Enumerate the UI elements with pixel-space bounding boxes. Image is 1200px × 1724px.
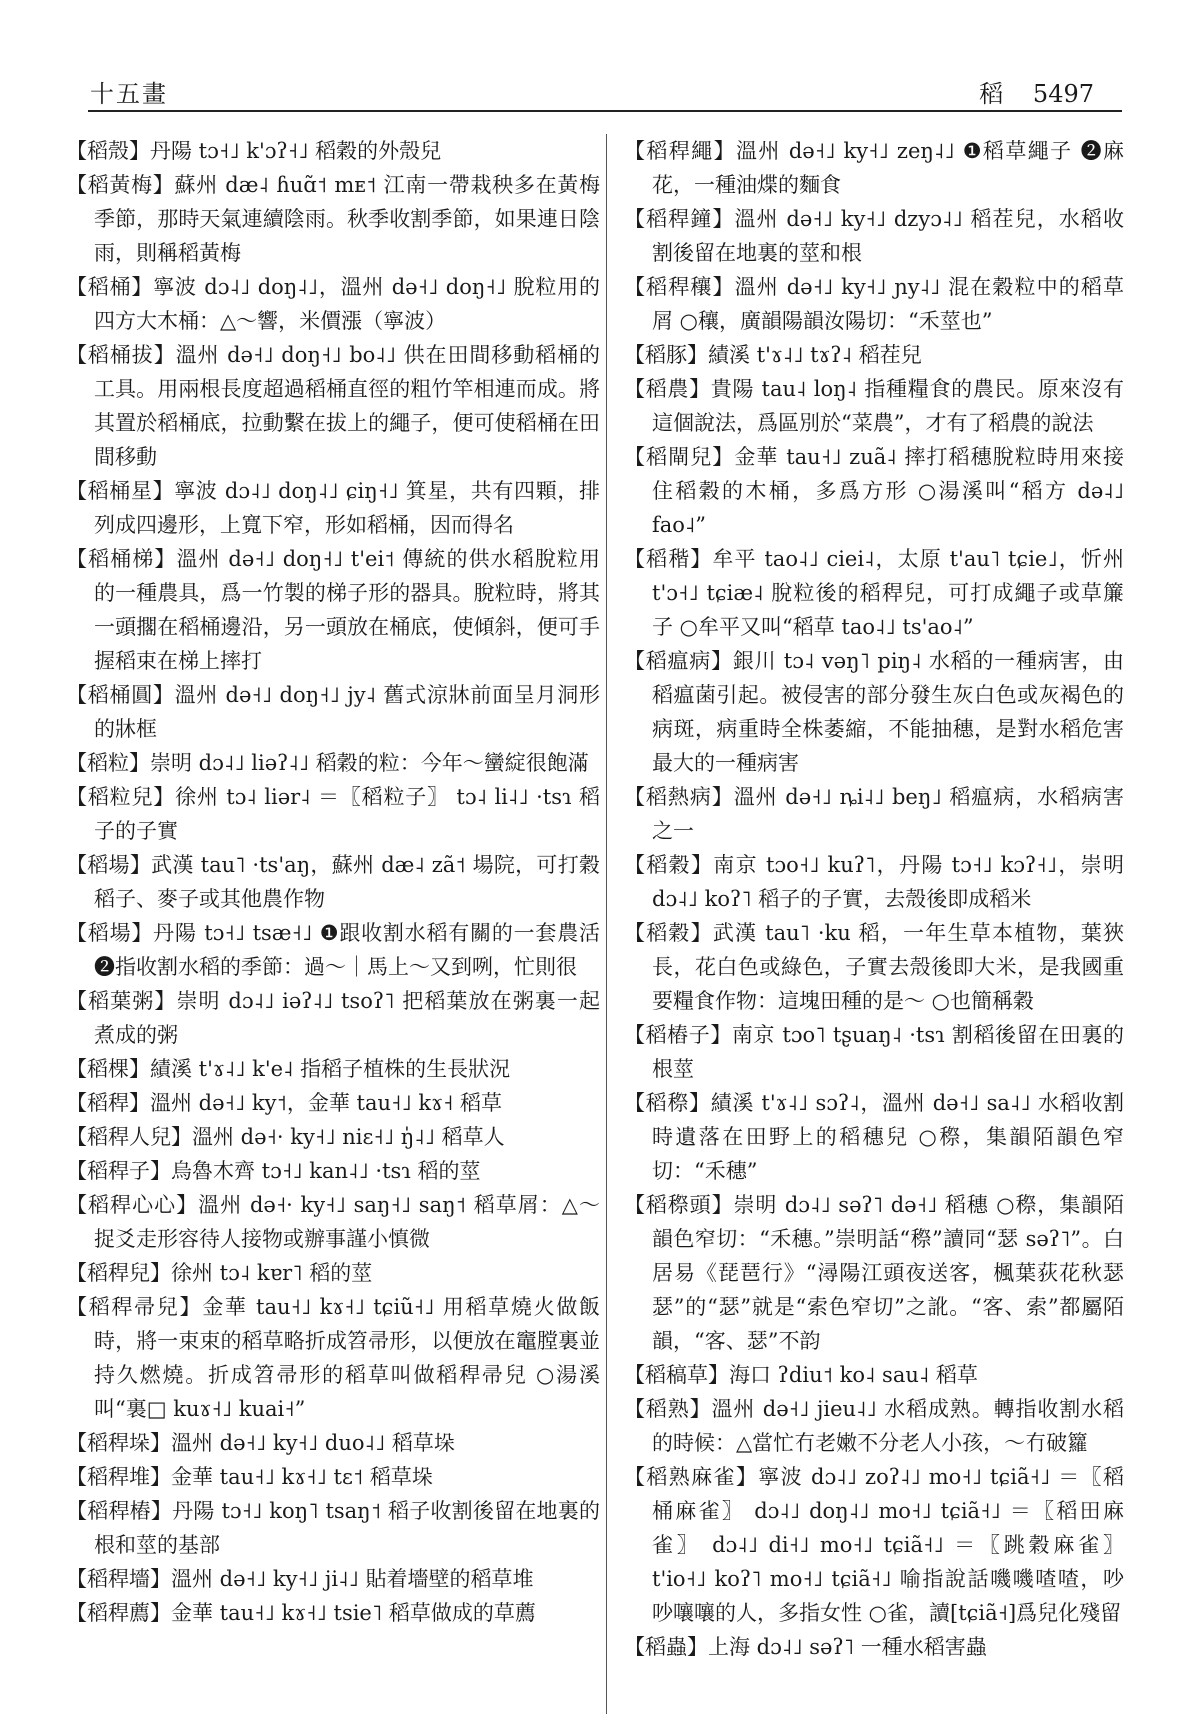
dictionary-entry: 【稻稿草】海口 ʔdiu˦ ko˨ sau˨ 稻草 [624,1363,978,1387]
dictionary-entry: 【稻稈】溫州 də˧˩ ky˦，金華 tau˧˩ kɤ˧ 稻草 [66,1091,503,1115]
dictionary-entry: 【稻稈垛】溫州 də˧˩ ky˧˩ duo˨˩ 稻草垛 [66,1431,455,1455]
dictionary-entry: 【稻場】丹陽 tɔ˧˩ tsæ˧˩ ❶跟收割水稻有關的一套農活 ❷指收割水稻的季節：過～｜馬上～又到咧，忙則很 [66,921,600,979]
right-column [624,134,1124,1714]
dictionary-entry: 【稻粒】崇明 dɔ˨˩ liəʔ˨˩ 稻穀的粒：今年～蠻綻很飽滿 [66,751,589,775]
header-rule [88,110,1122,112]
dictionary-entry: 【稻熟】溫州 də˧˩ jieu˨˩ 水稻成熟。轉指收割水稻的時候：△當忙冇老嫩不分老人小孩，～冇破籮 [624,1397,1124,1455]
dictionary-entry: 【稻稈子】烏魯木齊 tɔ˧˩ kan˨˩ ·tsɿ 稻的莖 [66,1159,481,1183]
dictionary-entry: 【稻稈薦】金華 tau˧˩ kɤ˧˩ tsie˥ 稻草做成的草薦 [66,1601,536,1625]
dictionary-entry: 【稻豚】績溪 t'ɤ˨˩ tɤʔ˨ 稻茬兒 [624,343,922,367]
dictionary-entry: 【稻稈心心】溫州 də˧· ky˧˩ saŋ˧˩ saŋ˦ 稻草屑：△～捉爻走形容待人接物或辦事謹小慎微 [66,1193,600,1251]
dictionary-entry: 【稻稈堆】金華 tau˧˩ kɤ˧˩ tɛ˦ 稻草垛 [66,1465,433,1489]
dictionary-entry: 【稻桶圓】溫州 də˧˩ doŋ˧˩ jy˨ 舊式涼牀前面呈月洞形的牀框 [66,683,600,741]
page-header-right [957,74,1094,109]
page-number: 5497 [1032,80,1094,108]
dictionary-entry: 【稻閘兒】金華 tau˧˩ zuã˨ 摔打稻穗脫粒時用來接住稻穀的木桶，多爲方形 ○湯溪叫“稻方 də˨˩ fao˨” [624,445,1124,537]
dictionary-entry: 【稻樁子】南京 tɔo˥ tʂuaŋ˨ ·tsɿ 割稻後留在田裏的根莖 [624,1023,1124,1081]
dictionary-entry: 【稻場】武漢 tau˥ ·ts'aŋ，蘇州 dæ˨ zã˦ 場院，可打穀稻子、麥子或其他農作物 [66,853,600,911]
dictionary-entry: 【稻稈兒】徐州 tɔ˨ kɐr˥ 稻的莖 [66,1261,373,1285]
dictionary-entry: 【稻稈帚兒】金華 tau˧˩ kɤ˧˩ tɕiũ˧˩ 用稻草燒火做飯時，將一束束的稻草略折成笤帚形，以便放在竈膛裏並持久燃燒。折成笤帚形的稻草叫做稻稈帚兒 ○湯溪叫“裏□ kuɤ˧˩ kuai˧” [66,1295,600,1421]
dictionary-entry: 【稻蟲】上海 dɔ˨˩ səʔ˥ 一種水稻害蟲 [624,1635,987,1659]
dictionary-entry: 【稻稈樁】丹陽 tɔ˧˩ koŋ˥ tsaŋ˦ 稻子收割後留在地裏的根和莖的基部 [66,1499,600,1557]
dictionary-entry: 【稻穀】南京 tɔo˧˩ kuʔ˥，丹陽 tɔ˧˩ kɔʔ˧˩，崇明 dɔ˨˩ koʔ˥ 稻子的子實，去殼後即成稻米 [624,853,1124,911]
dictionary-entry: 【稻穄】績溪 t'ɤ˨˩ sɔʔ˨，溫州 də˧˩ sa˨˩ 水稻收割時遺落在田野上的稻穗兒 ○穄，集韻陌韻色窄切：“禾穗” [624,1091,1124,1183]
column-divider [606,134,607,1714]
dictionary-entry: 【稻稈墻】溫州 də˧˩ ky˧˩ ji˨˩ 貼着墻壁的稻草堆 [66,1567,534,1591]
dictionary-entry: 【稻粒兒】徐州 tɔ˨ liər˨ ＝〖稻粒子〗 tɔ˨ li˨˩ ·tsɿ 稻子的子實 [66,785,600,843]
dictionary-entry: 【稻稭】牟平 tao˨˩ ciei˨，太原 t'au˥ tɕie˩，忻州 t'ɔ˧˩ tɕiæ˨ 脫粒後的稻稈兒，可打成繩子或草簾子 ○牟平又叫“稻草 tao˨˩ ts'ao˨” [624,547,1124,639]
left-column [66,134,600,1714]
headword-character: 稻 [979,80,1004,108]
dictionary-entry: 【稻熟麻雀】寧波 dɔ˨˩ zoʔ˨˩ mo˧˩ tɕiã˧˩ ＝〖稻桶麻雀〗 dɔ˨˩ doŋ˨˩ mo˧˩ tɕiã˧˩ ＝〖稻田麻雀〗 dɔ˨˩ di˧˩ mo˧˩ tɕiã˧˩ ＝〖跳穀麻雀〗 t'io˧˩ koʔ˥ mo˧˩ tɕiã˧˩ 喻指說話嘰嘰喳喳，吵吵嚷嚷的人，多指女性 ○雀，讀[tɕiã˧]爲兒化殘留 [624,1465,1124,1625]
section-heading: 十五畫 [90,80,168,108]
dictionary-entry: 【稻穀】武漢 tau˥ ·ku 稻，一年生草本植物，葉狹長，花白色或綠色，子實去殼後即大米，是我國重要糧食作物：這塊田種的是～ ○也簡稱穀 [624,921,1124,1013]
dictionary-entry: 【稻稈人兒】溫州 də˧· ky˧˩ niɛ˧˩ ŋ̍˨˩ 稻草人 [66,1125,505,1149]
dictionary-entry: 【稻桶拔】溫州 də˧˩ doŋ˧˩ bo˨˩ 供在田間移動稻桶的工具。用兩根長度超過稻桶直徑的粗竹竿相連而成。將其置於稻桶底，拉動繫在拔上的繩子，便可使稻桶在田間移動 [66,343,600,469]
dictionary-entry: 【稻殼】丹陽 tɔ˧˩ k'ɔʔ˧˩ 稻穀的外殼兒 [66,139,442,163]
dictionary-entry: 【稻瘟病】銀川 tɔ˨ vəŋ˥ piŋ˨ 水稻的一種病害，由稻瘟菌引起。被侵害的部分發生灰白色或灰褐色的病斑，病重時全株萎縮，不能抽穗，是對水稻危害最大的一種病害 [624,649,1124,775]
dictionary-entry: 【稻桶星】寧波 dɔ˨˩ doŋ˨˩ ɕiŋ˧˩ 箕星，共有四顆，排列成四邊形，上寬下窄，形如稻桶，因而得名 [66,479,600,537]
dictionary-entry: 【稻熱病】溫州 də˧˩ ȵi˨˩ beŋ˩ 稻瘟病，水稻病害之一 [624,785,1124,843]
dictionary-entry: 【稻農】貴陽 tau˨ loŋ˨ 指種糧食的農民。原來沒有這個說法，爲區別於“菜農”，才有了稻農的說法 [624,377,1124,435]
dictionary-entry: 【稻稈繩】溫州 də˧˩ ky˧˩ zeŋ˨˩ ❶稻草繩子 ❷麻花，一種油煠的麵食 [624,139,1124,197]
dictionary-entry: 【稻黃梅】蘇州 dæ˨ ɦuɑ̃˦ mᴇ˦ 江南一帶栽秧多在黃梅季節，那時天氣連續陰雨。秋季收割季節，如果連日陰雨，則稱稻黃梅 [66,173,600,265]
dictionary-entry: 【稻稈穰】溫州 də˧˩ ky˧˩ ɲy˨˩ 混在穀粒中的稻草屑 ○穰，廣韻陽韻汝陽切：“禾莖也” [624,275,1124,333]
dictionary-entry: 【稻桶】寧波 dɔ˨˩ doŋ˨˩，溫州 də˧˩ doŋ˧˩ 脫粒用的四方大木桶：△～響，米價漲（寧波） [66,275,600,333]
dictionary-entry: 【稻葉粥】崇明 dɔ˨˩ iəʔ˨˩ tsoʔ˥ 把稻葉放在粥裏一起煮成的粥 [66,989,600,1047]
dictionary-entry: 【稻稈鐘】溫州 də˧˩ ky˧˩ dzyɔ˨˩ 稻茬兒，水稻收割後留在地裏的莖和根 [624,207,1124,265]
dictionary-entry: 【稻穄頭】崇明 dɔ˨˩ səʔ˥ də˧˩ 稻穗 ○穄，集韻陌韻色窄切：“禾穗。”崇明話“穄”讀同“瑟 səʔ˥”。白居易《琵琶行》“潯陽江頭夜送客，楓葉荻花秋瑟瑟”的“瑟”就是“索色窄切”之訛。“客、索”都屬陌韻，“客、瑟”不韵 [624,1193,1124,1353]
dictionary-entry: 【稻棵】績溪 t'ɤ˨˩ k'e˨ 指稻子植株的生長狀況 [66,1057,511,1081]
dictionary-entry: 【稻桶梯】溫州 də˧˩ doŋ˧˩ t'ei˦ 傳統的供水稻脫粒用的一種農具，爲一竹製的梯子形的器具。脫粒時，將其一頭擱在稻桶邊沿，另一頭放在桶底，使傾斜，便可手握稻束在梯上摔打 [66,547,600,673]
